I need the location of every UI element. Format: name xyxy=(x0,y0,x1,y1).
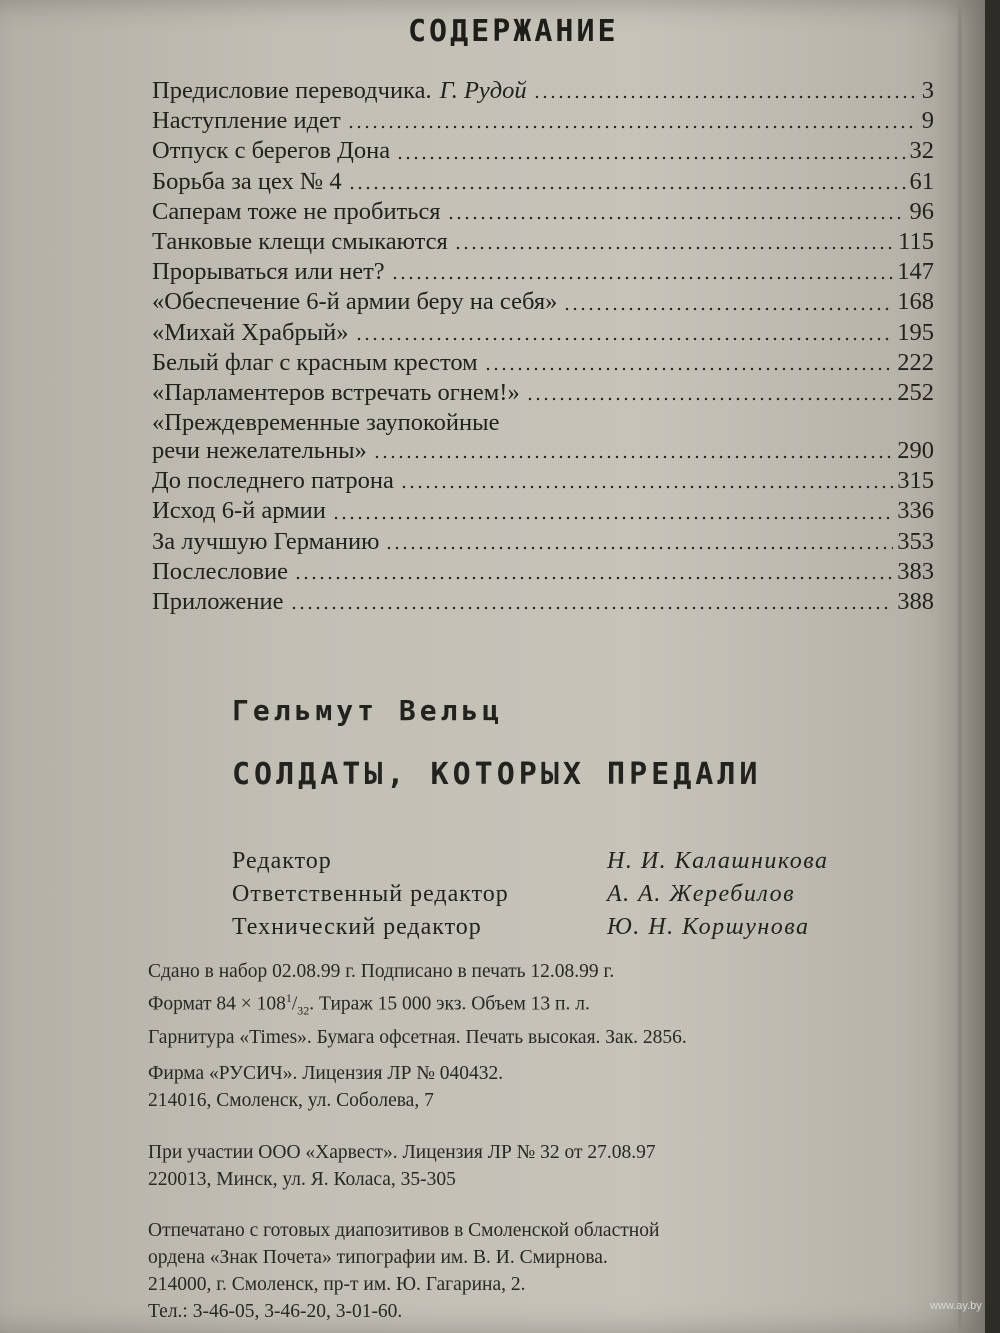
toc-entry-label: Борьба за цех № 4 xyxy=(152,167,342,195)
partner-address: 220013, Минск, ул. Я. Коласа, 35-305 xyxy=(148,1169,456,1190)
toc-entry-page: 147 xyxy=(897,258,934,286)
toc-entry-page: 9 xyxy=(921,107,934,135)
dot-leader xyxy=(385,546,893,550)
dot-leader xyxy=(526,397,894,401)
format-prefix: Формат 84 × 108 xyxy=(148,993,286,1015)
toc-entry-label: За лучшую Германию xyxy=(152,527,380,555)
toc-entry-label: «Парламентеров встречать огнем!» xyxy=(152,378,520,406)
toc-entry-author: Г. Рудой xyxy=(439,77,527,104)
toc-entry-page: 252 xyxy=(897,378,934,406)
toc-entry-page: 115 xyxy=(898,227,934,255)
toc-entry xyxy=(152,587,934,617)
toc-entry xyxy=(152,557,934,587)
toc-entry xyxy=(152,527,934,557)
toc-entry-page: 61 xyxy=(909,167,934,195)
partner-info xyxy=(148,1139,656,1193)
print-typeface: Гарнитура «Times». Бумага офсетная. Печать высокая. Зак. 2856. xyxy=(148,1027,687,1049)
toc-entry-label: «Обеспечение 6-й армии беру на себя» xyxy=(152,288,558,316)
dot-leader xyxy=(348,186,906,190)
toc-entry-page: 195 xyxy=(897,318,934,346)
credit-person: А. А. Жеребилов xyxy=(607,881,796,907)
toc-entry xyxy=(152,496,934,526)
publisher-license: Фирма «РУСИЧ». Лицензия ЛР № 040432. xyxy=(148,1063,504,1084)
toc-entry-label: «Преждевременные заупокойные xyxy=(152,409,500,437)
toc-entry-label: Приложение xyxy=(152,588,284,615)
printer-info xyxy=(148,1217,659,1325)
toc-entry-label: До последнего патрона xyxy=(152,467,394,495)
toc-entry-page: 336 xyxy=(897,497,934,525)
printer-line: ордена «Знак Почета» типографии им. В. И. Смирнова. xyxy=(148,1247,608,1268)
toc-entry-page: 96 xyxy=(909,197,934,225)
toc-entry xyxy=(152,197,934,227)
toc-entry xyxy=(152,167,934,197)
toc-entry xyxy=(152,348,934,378)
format-numerator: 1 xyxy=(285,991,292,1005)
credits-block xyxy=(232,846,828,945)
printer-line: Отпечатано с готовых диапозитивов в Смоленской областной xyxy=(148,1220,660,1241)
credit-role: Редактор xyxy=(232,848,332,874)
toc-entry-label: Наступление идет xyxy=(152,107,341,135)
toc-entry-label: Отпуск с берегов Дона xyxy=(152,137,391,165)
toc-entry xyxy=(152,287,934,317)
toc-entry-page: 353 xyxy=(897,527,934,555)
format-denominator: 32 xyxy=(297,1003,310,1018)
print-dates: Сдано в набор 02.08.99 г. Подписано в печать 12.08.99 г. xyxy=(148,961,615,982)
dot-leader xyxy=(373,455,893,459)
toc-entry-label: «Михай Храбрый» xyxy=(152,318,349,346)
toc-entry xyxy=(152,318,934,348)
format-suffix: . Тираж 15 000 экз. Объем 13 п. л. xyxy=(309,993,590,1015)
toc-entry-label: Послесловие xyxy=(152,557,289,585)
toc-entry-page: 315 xyxy=(897,467,934,495)
toc-entry-page: 222 xyxy=(897,348,934,376)
credit-role: Технический редактор xyxy=(232,914,482,940)
dot-leader xyxy=(290,606,894,610)
toc-entry xyxy=(152,136,934,166)
toc-entry-page: 383 xyxy=(897,557,934,585)
dot-leader xyxy=(447,216,906,220)
dot-leader xyxy=(400,485,893,489)
printer-phones: Тел.: 3-46-05, 3-46-20, 3-01-60. xyxy=(148,1301,403,1322)
toc-entry xyxy=(152,257,934,287)
toc-entry-page: 168 xyxy=(897,288,934,316)
watermark: www.ay.by xyxy=(930,1300,982,1312)
toc-entry-label: Прорываться или нет? xyxy=(152,258,385,286)
credit-row xyxy=(232,912,828,945)
print-specs xyxy=(148,958,687,1051)
toc-entry xyxy=(152,408,934,436)
dot-leader xyxy=(454,246,894,250)
table-of-contents xyxy=(152,76,934,617)
toc-entry-page: 32 xyxy=(909,137,934,165)
toc-entry-label: Саперам тоже не пробиться xyxy=(152,197,441,225)
dot-leader xyxy=(294,576,893,580)
dot-leader xyxy=(391,276,894,280)
dot-leader xyxy=(533,95,918,99)
toc-entry-page: 290 xyxy=(897,437,934,465)
credit-person: Н. И. Калашникова xyxy=(607,848,829,874)
printer-address: 214000, г. Смоленск, пр-т им. Ю. Гагарина, 2. xyxy=(148,1274,526,1295)
toc-entry-label: Исход 6-й армии xyxy=(152,497,326,525)
credit-row xyxy=(232,846,828,879)
toc-entry-label: Танковые клещи смыкаются xyxy=(152,227,448,255)
dot-leader xyxy=(355,337,894,341)
toc-entry-page: 3 xyxy=(921,77,934,104)
book-title: СОЛДАТЫ, КОТОРЫХ ПРЕДАЛИ xyxy=(232,757,762,792)
publisher-info xyxy=(148,1060,503,1114)
page-edge xyxy=(958,0,962,1333)
dot-leader xyxy=(332,516,893,520)
toc-entry-page: 388 xyxy=(897,588,934,615)
dot-leader xyxy=(396,156,905,160)
credit-role: Ответственный редактор xyxy=(232,881,509,907)
publisher-address: 214016, Смоленск, ул. Соболева, 7 xyxy=(148,1090,434,1111)
toc-entry xyxy=(152,106,934,136)
toc-entry-label: речи нежелательны» xyxy=(152,437,367,465)
dot-leader xyxy=(347,125,918,129)
print-format: Формат $84 \times 108^1/_{32}$. Тираж 15 000 экз. Объем 13 п. л. xyxy=(148,991,590,1018)
credit-row xyxy=(232,879,828,912)
toc-entry xyxy=(152,378,934,408)
dot-leader xyxy=(563,307,893,311)
toc-entry-label: Белый флаг с красным крестом xyxy=(152,348,478,376)
toc-entry xyxy=(152,227,934,257)
book-author: Гельмут Вельц xyxy=(232,694,504,727)
toc-heading: СОДЕРЖАНИЕ xyxy=(408,14,619,49)
toc-entry-label: Предисловие переводчика. xyxy=(152,77,432,104)
dot-leader xyxy=(484,367,894,371)
toc-entry xyxy=(152,466,934,496)
credit-person: Ю. Н. Коршунова xyxy=(607,914,810,940)
toc-entry xyxy=(152,436,934,466)
toc-entry xyxy=(152,76,934,106)
partner-license: При участии ООО «Харвест». Лицензия ЛР № 32 от 27.08.97 xyxy=(148,1142,656,1163)
